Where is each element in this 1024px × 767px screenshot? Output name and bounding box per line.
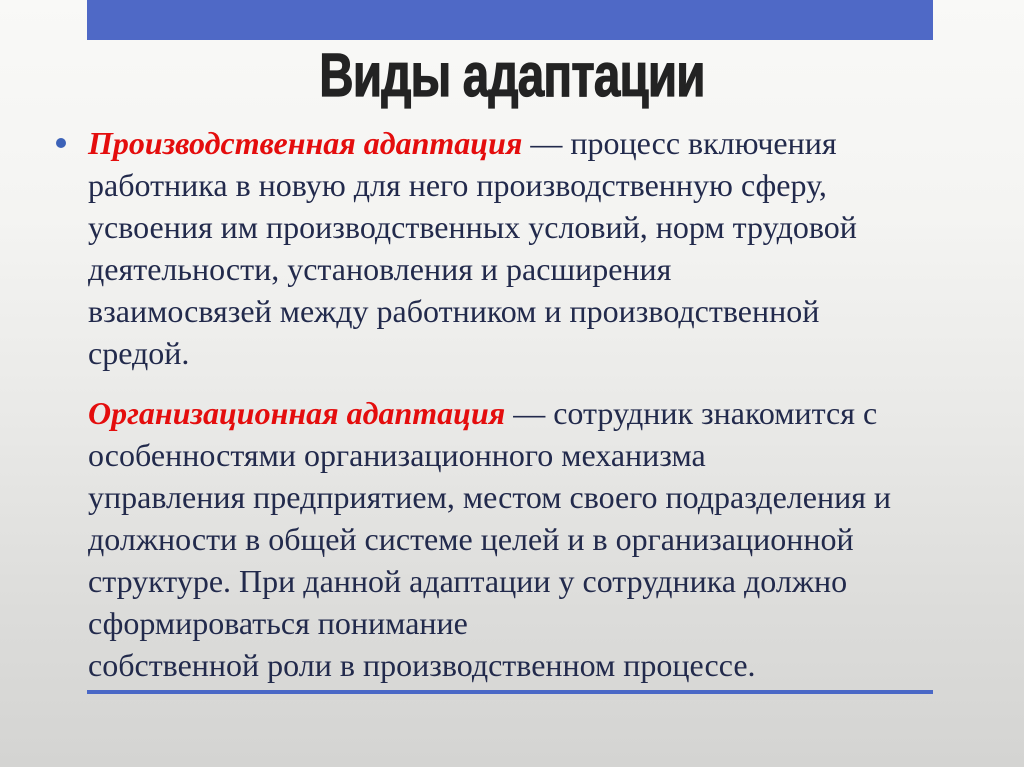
text-line: работника в новую для него производственную сферу,	[88, 167, 827, 203]
text-line: средой.	[88, 335, 190, 371]
term-production-adaptation: Производственная адаптация	[88, 125, 523, 161]
text-line	[88, 392, 958, 434]
title-area	[0, 40, 1024, 110]
bottom-accent-line	[87, 690, 933, 694]
definition-text: — процесс включения	[522, 125, 837, 161]
text-line: деятельности, установления и расширения	[88, 251, 672, 287]
text-line: должности в общей системе целей и в организационной	[88, 521, 854, 557]
text-line: усвоения им производственных условий, норм трудовой	[88, 209, 857, 245]
top-accent-bar	[87, 0, 933, 40]
text-line: управления предприятием, местом своего подразделения и	[88, 479, 892, 515]
paragraph-organizational-adaptation	[88, 392, 958, 686]
text-line: сформироваться понимание	[88, 605, 468, 641]
term-organizational-adaptation: Организационная адаптация	[88, 395, 506, 431]
text-line	[88, 122, 958, 164]
paragraph-production-adaptation	[88, 122, 958, 374]
slide-title: Виды адаптации	[319, 40, 705, 110]
text-line: собственной роли в производственном процессе.	[88, 647, 756, 683]
text-line: структуре. При данной адаптации у сотрудника должно	[88, 563, 848, 599]
definition-text: — сотрудник знакомится с	[505, 395, 878, 431]
slide-body	[88, 122, 958, 686]
text-line: особенностями организационного механизма	[88, 437, 706, 473]
text-line: взаимосвязей между работником и производственной	[88, 293, 820, 329]
bullet-icon	[56, 138, 66, 148]
